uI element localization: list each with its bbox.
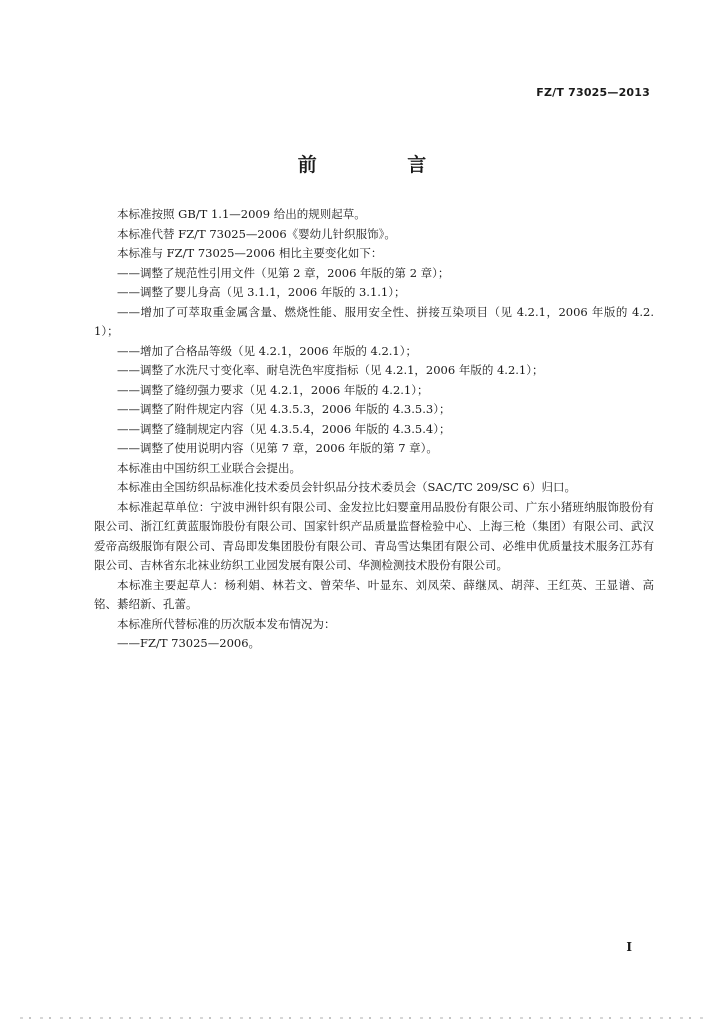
paragraph-drafting-units: 本标准起草单位：宁波申洲针织有限公司、金发拉比妇婴童用品股份有限公司、广东小猪班纳服饰股份有限公司、浙江红黄蓝服饰股份有限公司、国家针织产品质量监督检验中心、上海三枪（集团）有限公司、武汉爱帝高级服饰有限公司、青岛即发集团股份有限公司、青岛雪达集团有限公司、必维申优质量技术服务江苏有限公司、吉林省东北袜业纺织工业园发展有限公司、华测检测技术股份有限公司。 [94, 499, 654, 572]
change-item: ——调整了附件规定内容（见 4.3.5.3，2006 年版的 4.3.5.3）； [117, 402, 451, 416]
paragraph-history-intro: 本标准所代替标准的历次版本发布情况为： [117, 616, 336, 631]
change-item: ——增加了合格品等级（见 4.2.1，2006 年版的 4.2.1）； [117, 343, 418, 358]
change-item: ——调整了水洗尺寸变化率、耐皂洗色牢度指标（见 4.2.1，2006 年版的 4.2.1）； [117, 363, 544, 377]
paragraph-committee: 本标准由全国纺织品标准化技术委员会针织品分技术委员会（SAC/TC 209/SC 6）归口。 [117, 480, 576, 494]
page-number: I [626, 940, 632, 954]
change-item: ——增加了可萃取重金属含量、燃烧性能、服用安全性、拼接互染项目（见 4.2.1，2006 年版的 4.2.1）； [94, 304, 654, 338]
paragraph-replaces: 本标准代替 FZ/T 73025—2006《婴幼儿针织服饰》。 [117, 226, 396, 241]
paragraph-drafters: 本标准主要起草人：杨利娟、林若文、曾荣华、叶显东、刘凤荣、薛继凤、胡萍、王红英、王显谱、高铭、綦绍新、孔蕾。 [94, 577, 654, 611]
scan-edge-artifact [20, 1017, 704, 1019]
change-item: ——调整了缝纫强力要求（见 4.2.1，2006 年版的 4.2.1）； [117, 382, 429, 397]
change-item: ——调整了规范性引用文件（见第 2 章，2006 年版的第 2 章）； [117, 265, 450, 280]
standard-code: FZ/T 73025—2013 [536, 86, 650, 99]
page-title: 前 言 [297, 154, 469, 176]
paragraph-changes-intro: 本标准与 FZ/T 73025—2006 相比主要变化如下： [117, 246, 383, 260]
change-item: ——调整了婴儿身高（见 3.1.1，2006 年版的 3.1.1）； [117, 285, 406, 299]
paragraph-proposer: 本标准由中国纺织工业联合会提出。 [117, 460, 301, 475]
change-item: ——调整了使用说明内容（见第 7 章，2006 年版的第 7 章）。 [117, 441, 438, 455]
change-item: ——调整了缝制规定内容（见 4.3.5.4，2006 年版的 4.3.5.4）； [117, 421, 451, 436]
foreword-body [94, 205, 654, 654]
history-item: ——FZ/T 73025—2006。 [117, 636, 261, 650]
paragraph-drafting-rules: 本标准按照 GB/T 1.1—2009 给出的规则起草。 [117, 207, 366, 221]
